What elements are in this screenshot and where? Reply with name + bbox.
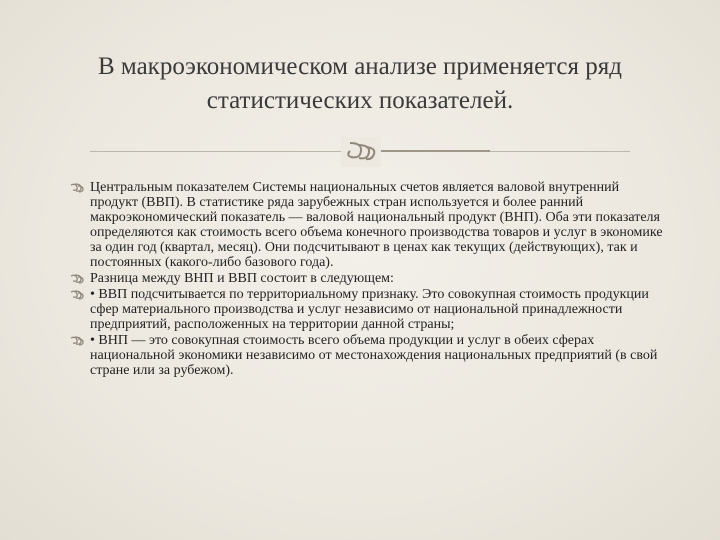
bullet-text: • ВВП подсчитывается по территориальному признаку. Это совокупная стоимость продукции сфер материального производства и услуг независимо от национальной принадлежности предприятий, расположенных на территории данной страны; [90,287,649,332]
swirl-bullet-icon [70,182,84,194]
slide-title: В макроэкономическом анализе применяется ряд статистических показателей. [98,53,622,114]
bullet-list [70,180,670,379]
bullet-item [70,333,670,378]
swirl-bullet-icon [70,335,84,347]
bullet-item [70,271,670,286]
swirl-bullet-icon [70,289,84,301]
bullet-text: Центральным показателем Системы национальных счетов является валовой внутренний продукт (ВВП). В статистике ряда зарубежных стран используется и более ранний макроэкономический показатель — валовой национальный продукт (ВНП). Оба эти показателя определяются как стоимость всего объема конечного производства товаров и услуг в экономике за один год (квартал, месяц). Они подсчитывают в ценах как текущих (действующих), так и постоянных (какого-либо базового года). [90,180,663,270]
swirl-bullet-icon [70,273,84,285]
bullet-item [70,287,670,332]
swirl-ornament-icon [341,137,381,167]
bullet-item [70,180,670,270]
bullet-text: Разница между ВНП и ВВП состоит в следующем: [90,271,394,286]
title-divider-accent [372,150,490,152]
bullet-text: • ВНП — это совокупная стоимость всего объема продукции и услуг в обеих сферах национальной экономики независимо от местонахождения национальных предприятий (в свой стране или за рубежом). [90,333,658,378]
